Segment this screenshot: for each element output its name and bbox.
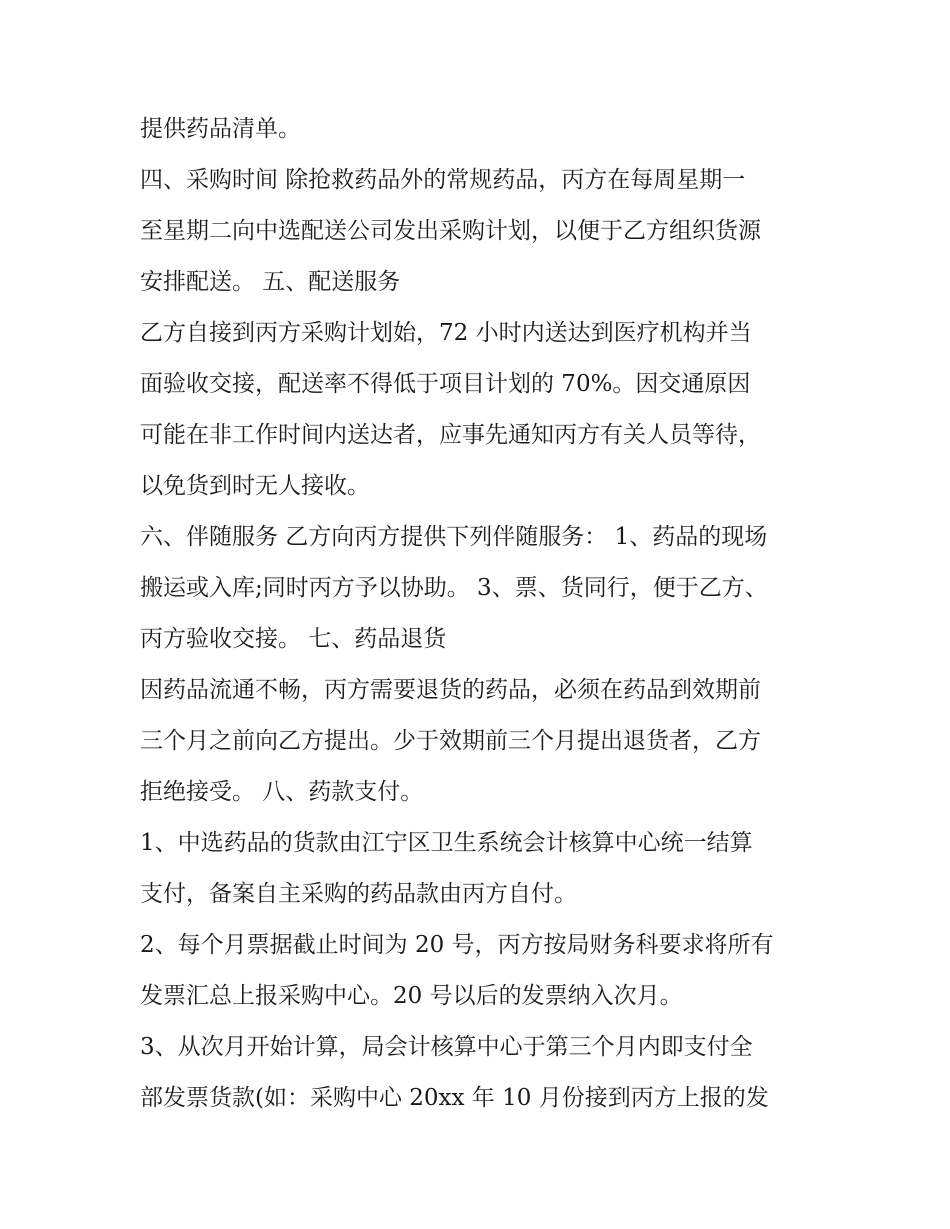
text-line: 部发票货款(如：采购中心 20xx 年 10 月份接到丙方上报的发 [140, 1085, 769, 1111]
text-line: 拒绝接受。 八、药款支付。 [140, 779, 424, 805]
text-line: 因药品流通不畅，丙方需要退货的药品，必须在药品到效期前 [140, 677, 761, 703]
text-line: 2、每个月票据截止时间为 20 号，丙方按局财务科要求将所有 [140, 932, 774, 958]
text-line: 1、中选药品的货款由江宁区卫生系统会计核算中心统一结算 [140, 830, 753, 856]
text-line: 六、伴随服务 乙方向丙方提供下列伴随服务： 1、药品的现场 [140, 524, 768, 550]
text-line: 以免货到时无人接收。 [140, 473, 370, 499]
text-line: 搬运或入库;同时丙方予以协助。 3、票、货同行，便于乙方、 [140, 575, 768, 601]
text-line: 丙方验收交接。 七、药品退货 [140, 626, 447, 652]
text-line: 提供药品清单。 [140, 116, 301, 142]
text-line: 支付，备案自主采购的药品款由丙方自付。 [140, 881, 577, 907]
text-line: 发票汇总上报采购中心。20 号以后的发票纳入次月。 [140, 983, 683, 1009]
text-line: 安排配送。 五、配送服务 [140, 269, 401, 295]
text-line: 乙方自接到丙方采购计划始，72 小时内送达到医疗机构并当 [140, 320, 752, 346]
text-line: 至星期二向中选配送公司发出采购计划，以便于乙方组织货源 [140, 218, 761, 244]
text-line: 可能在非工作时间内送达者，应事先通知丙方有关人员等待， [140, 422, 761, 448]
text-line: 面验收交接，配送率不得低于项目计划的 70%。因交通原因 [140, 371, 751, 397]
text-line: 三个月之前向乙方提出。少于效期前三个月提出退货者，乙方 [140, 728, 761, 754]
text-line: 3、从次月开始计算，局会计核算中心于第三个月内即支付全 [140, 1034, 753, 1060]
document-body [140, 104, 820, 1124]
text-line: 四、采购时间 除抢救药品外的常规药品，丙方在每周星期一 [140, 167, 746, 193]
